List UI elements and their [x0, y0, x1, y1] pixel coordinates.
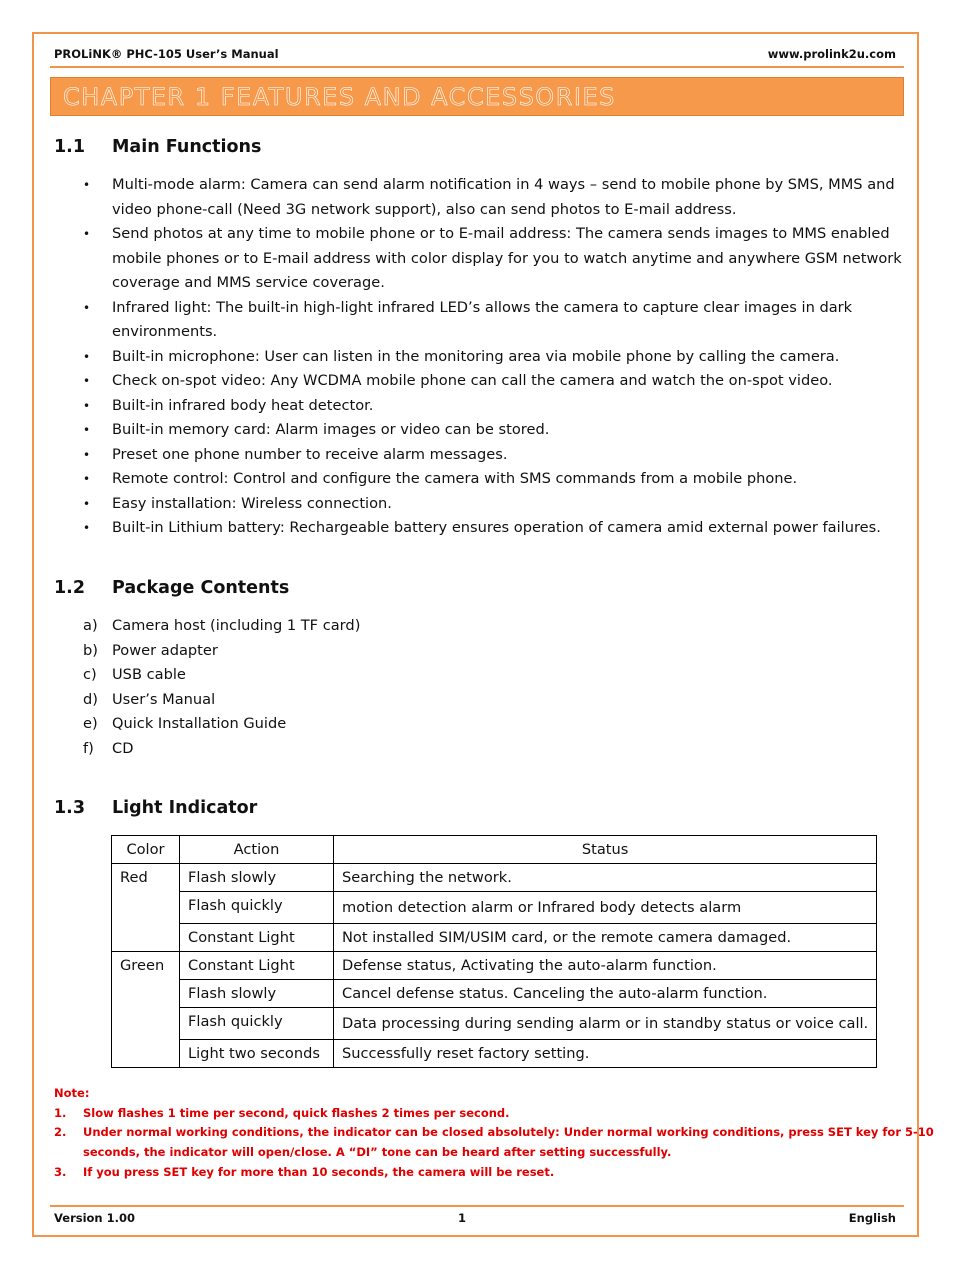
- header-title: PROLiNK® PHC-105 User’s Manual: [54, 47, 279, 61]
- list-item-label: b): [83, 641, 98, 659]
- bullet-icon: •: [83, 521, 91, 535]
- cell-color: Red: [112, 864, 180, 952]
- footer-version: Version 1.00: [54, 1211, 135, 1225]
- list-item-text: Infrared light: The built-in high-light infrared LED’s allows the camera to capture clear images in dark: [112, 298, 853, 316]
- light-indicator-table: [111, 835, 877, 1068]
- note-text: Slow flashes 1 time per second, quick flashes 2 times per second.: [83, 1106, 510, 1120]
- cell-status: Successfully reset factory setting.: [334, 1040, 877, 1068]
- list-item-text: Power adapter: [112, 641, 218, 659]
- list-item-label: f): [83, 739, 94, 757]
- table-row: [112, 952, 877, 980]
- list-item-text: USB cable: [112, 666, 186, 683]
- list-item-label: c): [83, 666, 97, 683]
- list-item-text: mobile phones or to E-mail address with color display for you to watch anytime and anywhere GSM network: [112, 249, 902, 267]
- bullet-icon: •: [83, 178, 91, 192]
- cell-action: Flash slowly: [180, 980, 334, 1008]
- list-item-text: CD: [112, 739, 134, 757]
- list-item-text: Remote control: Control and configure the camera with SMS commands from a mobile phone.: [112, 470, 798, 487]
- section-title: Light Indicator: [112, 798, 258, 818]
- list-item-text: Preset one phone number to receive alarm messages.: [112, 445, 508, 463]
- list-item-text: Quick Installation Guide: [112, 715, 287, 732]
- table-row: [112, 1008, 877, 1040]
- list-item-text: environments.: [112, 323, 218, 340]
- section-heading-light-indicator: [54, 798, 257, 818]
- column-header-color: Color: [112, 836, 180, 864]
- bullet-icon: •: [83, 227, 91, 241]
- cell-action: Constant Light: [180, 952, 334, 980]
- cell-status: Searching the network.: [334, 864, 877, 892]
- cell-action: Light two seconds: [180, 1040, 334, 1068]
- cell-status: motion detection alarm or Infrared body detects alarm: [334, 892, 877, 924]
- bullet-icon: •: [83, 423, 91, 437]
- cell-action: Flash quickly: [180, 892, 334, 924]
- note-number: 3.: [54, 1165, 67, 1179]
- section-number: 1.2: [54, 578, 86, 598]
- list-item-text: Built-in infrared body heat detector.: [112, 396, 374, 414]
- list-item-text: Send photos at any time to mobile phone or to E-mail address: The camera sends images to MMS enabled: [112, 225, 890, 242]
- bullet-icon: •: [83, 472, 91, 486]
- table-row: [112, 924, 877, 952]
- note-title: Note:: [54, 1086, 90, 1100]
- table-header-row: [112, 836, 877, 864]
- chapter-title: CHAPTER 1 FEATURES AND ACCESSORIES: [63, 83, 616, 111]
- section-heading-main-functions: [54, 137, 261, 157]
- section-heading-package-contents: [54, 578, 289, 598]
- page-number: 1: [458, 1211, 467, 1225]
- bullet-icon: •: [83, 398, 91, 413]
- column-header-action: Action: [180, 836, 334, 864]
- list-item-text: Built-in Lithium battery: Rechargeable battery ensures operation of camera amid external power failures.: [112, 519, 881, 536]
- list-item-text: Camera host (including 1 TF card): [112, 617, 361, 634]
- list-item-text: User’s Manual: [112, 690, 216, 708]
- list-item-text: Multi-mode alarm: Camera can send alarm notification in 4 ways – send to mobile phone by SMS, MMS and: [112, 176, 895, 193]
- table-row: [112, 1040, 877, 1068]
- section-title: Main Functions: [112, 137, 262, 157]
- list-item-text: Easy installation: Wireless connection.: [112, 494, 392, 512]
- footer-rule: [50, 1205, 904, 1207]
- column-header-status: Status: [334, 836, 877, 864]
- note-text: If you press SET key for more than 10 seconds, the camera will be reset.: [83, 1165, 555, 1179]
- list-item-label: a): [83, 617, 98, 634]
- note-number: 1.: [54, 1106, 67, 1120]
- cell-color: Green: [112, 952, 180, 1068]
- cell-status: Defense status, Activating the auto-alarm function.: [334, 952, 877, 980]
- cell-status: Not installed SIM/USIM card, or the remote camera damaged.: [334, 924, 877, 952]
- list-item-text: Check on-spot video: Any WCDMA mobile phone can call the camera and watch the on-spot video.: [112, 372, 833, 389]
- section-number: 1.3: [54, 798, 86, 818]
- cell-action: Flash quickly: [180, 1008, 334, 1040]
- bullet-icon: •: [83, 447, 91, 462]
- table-row: [112, 892, 877, 924]
- section-number: 1.1: [54, 137, 86, 157]
- note-number: 2.: [54, 1125, 67, 1139]
- bullet-icon: •: [83, 349, 91, 364]
- note-text: seconds, the indicator will open/close. A “DI” tone can be heard after setting successfully.: [83, 1145, 672, 1159]
- list-item-text: Built-in microphone: User can listen in the monitoring area via mobile phone by calling the camera.: [112, 347, 840, 365]
- cell-status: Data processing during sending alarm or in standby status or voice call.: [334, 1008, 877, 1040]
- chapter-banner: [50, 77, 904, 116]
- bullet-icon: •: [83, 496, 91, 511]
- list-item-text: video phone-call (Need 3G network support), also can send photos to E-mail address.: [112, 200, 737, 218]
- header-url: www.prolink2u.com: [767, 47, 896, 61]
- footer-language: English: [848, 1211, 896, 1225]
- note-text: Under normal working conditions, the indicator can be closed absolutely: Under normal working conditions, press SET key for 5-10: [83, 1125, 934, 1139]
- list-item-text: coverage and MMS service coverage.: [112, 274, 385, 291]
- table-row: [112, 980, 877, 1008]
- cell-action: Constant Light: [180, 924, 334, 952]
- bullet-icon: •: [83, 374, 91, 388]
- list-item-label: e): [83, 715, 98, 732]
- header-rule: [50, 66, 904, 68]
- list-item-text: Built-in memory card: Alarm images or video can be stored.: [112, 421, 550, 438]
- bullet-icon: •: [83, 300, 91, 315]
- section-title: Package Contents: [112, 578, 290, 598]
- list-item-label: d): [83, 690, 98, 708]
- table-row: [112, 864, 877, 892]
- cell-action: Flash slowly: [180, 864, 334, 892]
- cell-status: Cancel defense status. Canceling the auto-alarm function.: [334, 980, 877, 1008]
